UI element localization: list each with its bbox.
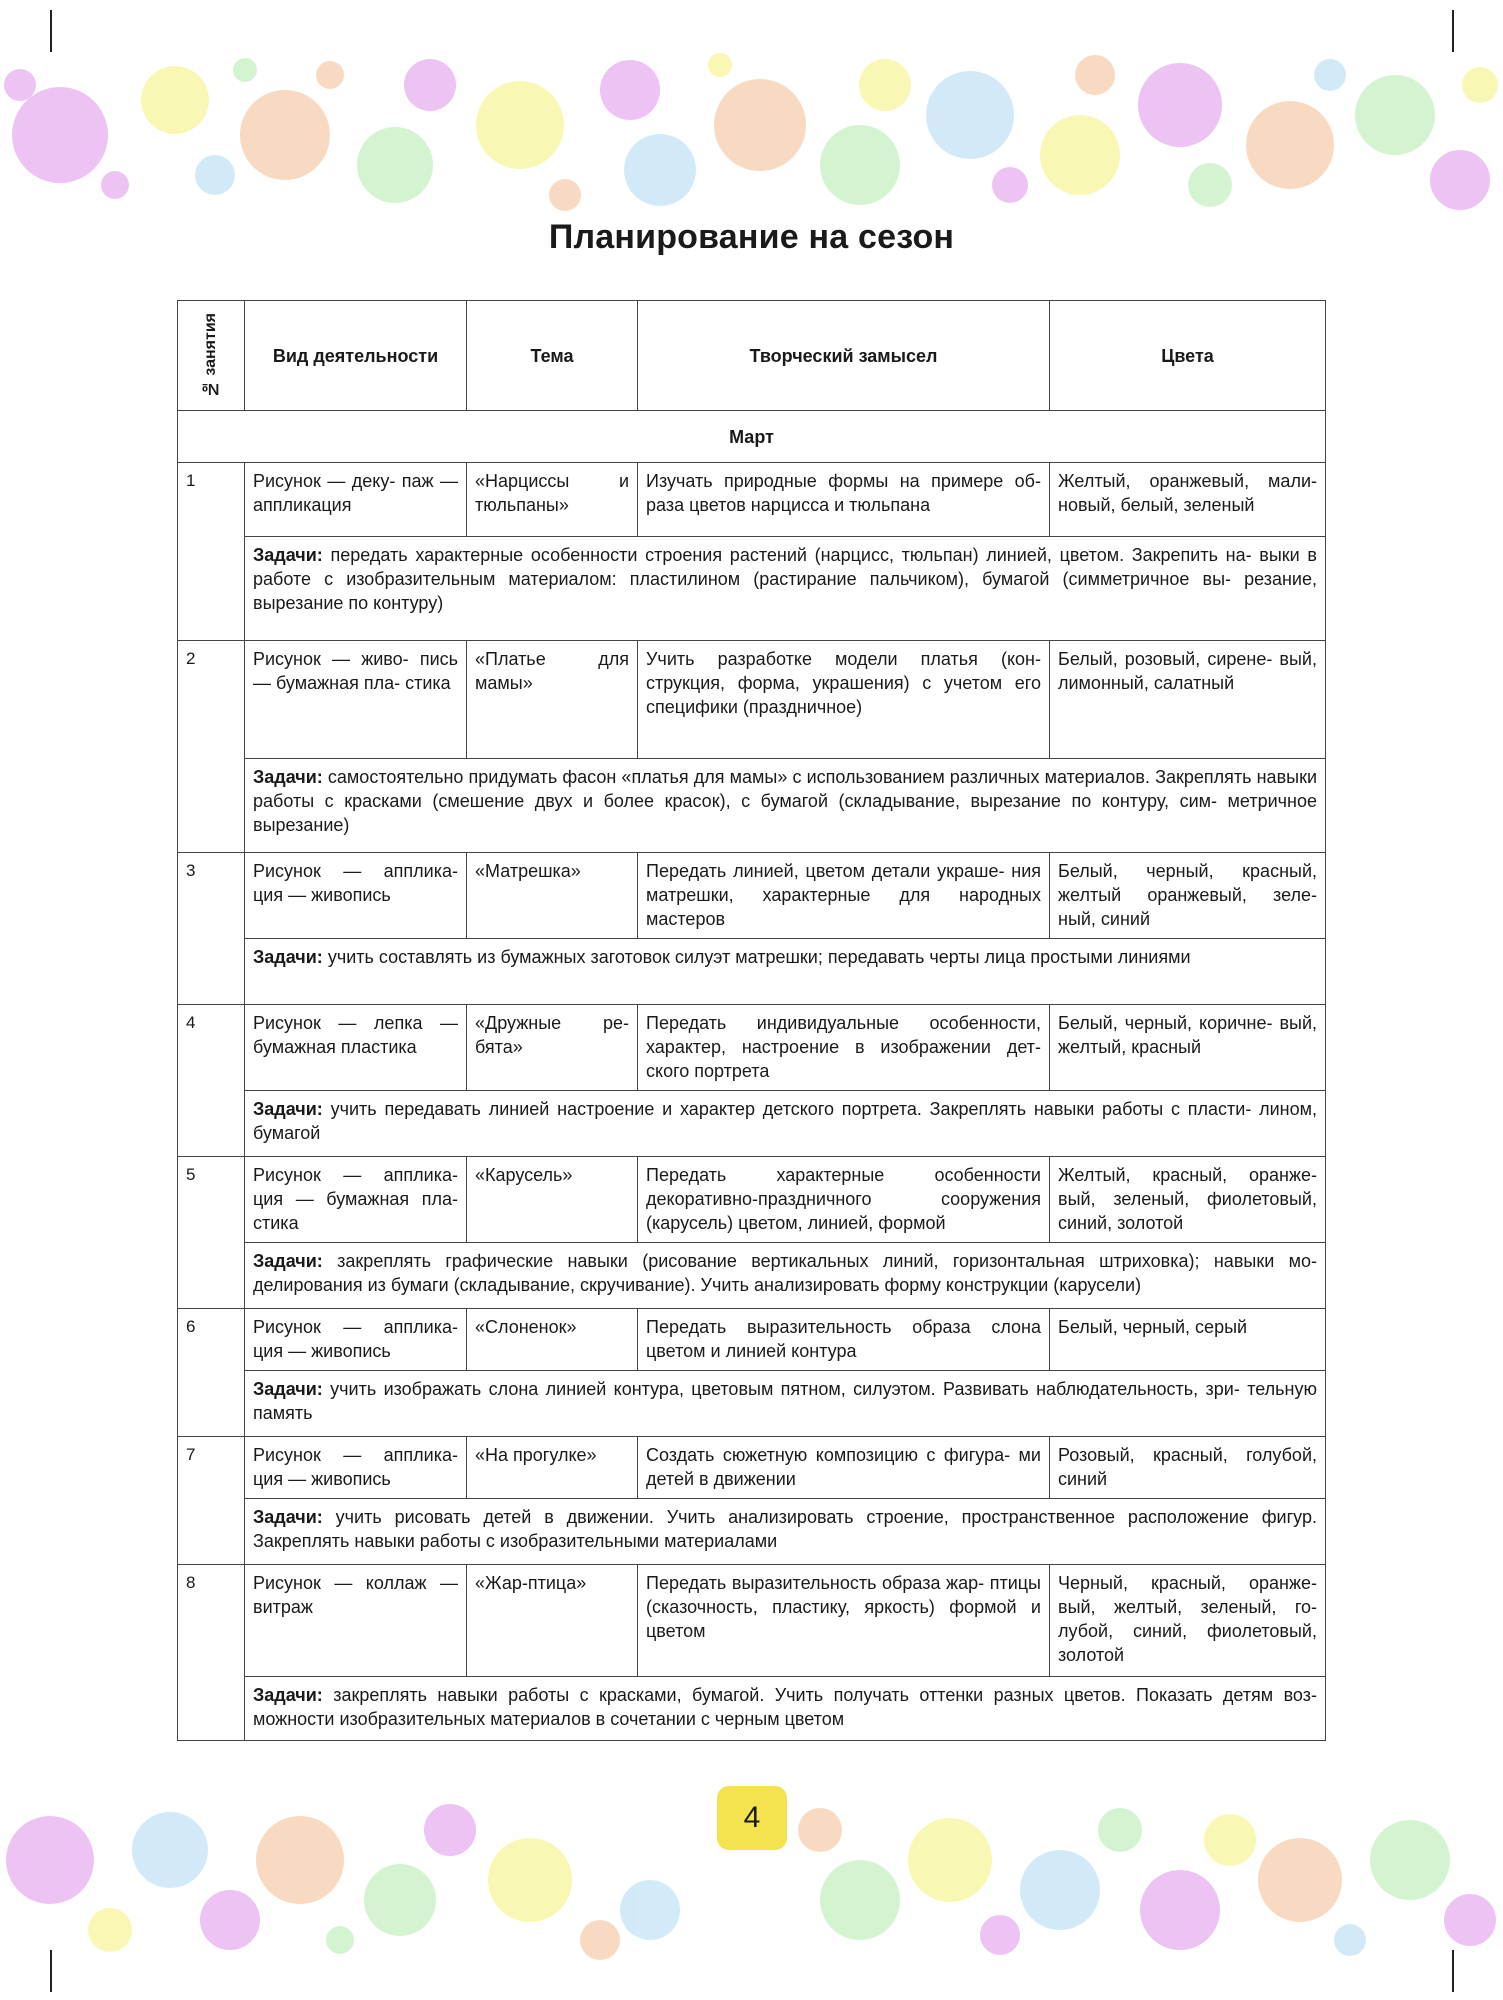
tasks-text: учить составлять из бумажных заготовок силуэт матрешки; передавать черты лица простыми линиями xyxy=(327,947,1191,967)
concept-cell: Учить разработке модели платья (кон- струкция, форма, украшения) с учетом его специфики (праздничное) xyxy=(638,641,1050,759)
lesson-number: 2 xyxy=(178,641,245,853)
tasks-cell xyxy=(245,759,1326,853)
header-concept: Творческий замысел xyxy=(638,301,1050,411)
tasks-cell xyxy=(245,939,1326,1005)
tasks-label: Задачи: xyxy=(253,1099,323,1119)
tasks-row xyxy=(178,1091,1326,1157)
month-label: Март xyxy=(178,411,1326,463)
colors-cell: Белый, черный, красный, желтый оранжевый, зеле- ный, синий xyxy=(1050,853,1326,939)
tasks-text: учить изображать слона линией контура, цветовым пятном, силуэтом. Развивать наблюдательность, зри- тельную память xyxy=(253,1379,1317,1423)
lesson-number: 6 xyxy=(178,1309,245,1437)
colors-cell: Черный, красный, оранже- вый, желтый, зеленый, го- лубой, синий, фиолетовый, золотой xyxy=(1050,1565,1326,1677)
concept-cell: Передать линией, цветом детали украше- ния матрешки, характерные для народных мастеров xyxy=(638,853,1050,939)
tasks-text: учить передавать линией настроение и характер детского портрета. Закреплять навыки работы с пласти- лином, бумагой xyxy=(253,1099,1317,1143)
tasks-row xyxy=(178,1499,1326,1565)
theme-cell: «На прогулке» xyxy=(467,1437,638,1499)
table-row xyxy=(178,641,1326,759)
tasks-row xyxy=(178,1371,1326,1437)
tasks-cell xyxy=(245,1499,1326,1565)
concept-cell: Передать выразительность образа слона цветом и линией контура xyxy=(638,1309,1050,1371)
tasks-text: самостоятельно придумать фасон «платья для мамы» с использованием различных материалов. Закреплять навыки работы с красками (смешение двух и более красок), с бумагой (складывание, вырезание по контуру, сим- метричное вырезание) xyxy=(253,767,1317,835)
top-splash-band xyxy=(0,45,1503,215)
lesson-number: 8 xyxy=(178,1565,245,1741)
tasks-row xyxy=(178,939,1326,1005)
tasks-text: закреплять навыки работы с красками, бумагой. Учить получать оттенки разных цветов. Показать детям воз- можности изобразительных материалов в сочетании с черным цветом xyxy=(253,1685,1317,1729)
tasks-label: Задачи: xyxy=(253,1251,323,1271)
table-header-row xyxy=(178,301,1326,411)
theme-cell: «Слоненок» xyxy=(467,1309,638,1371)
lesson-number: 3 xyxy=(178,853,245,1005)
tasks-cell xyxy=(245,1243,1326,1309)
table-row xyxy=(178,1565,1326,1677)
activity-cell: Рисунок — апплика- ция — бумажная пла- стика xyxy=(245,1157,467,1243)
tasks-text: передать характерные особенности строения растений (нарцисс, тюльпан) линией, цветом. Закрепить на- выки в работе с изобразительным материалом: пластилином (растирание пальчиком), бумагой (симметричное вы- резание, вырезание по контуру) xyxy=(253,545,1317,613)
colors-cell: Белый, черный, серый xyxy=(1050,1309,1326,1371)
lesson-number: 4 xyxy=(178,1005,245,1157)
tasks-cell xyxy=(245,1371,1326,1437)
tasks-row xyxy=(178,537,1326,641)
activity-cell: Рисунок — апплика- ция — живопись xyxy=(245,853,467,939)
lesson-number: 5 xyxy=(178,1157,245,1309)
theme-cell: «Платье для мамы» xyxy=(467,641,638,759)
page-title: Планирование на сезон xyxy=(548,218,955,256)
concept-cell: Создать сюжетную композицию с фигура- ми детей в движении xyxy=(638,1437,1050,1499)
tasks-label: Задачи: xyxy=(253,947,323,967)
colors-cell: Желтый, оранжевый, мали- новый, белый, зеленый xyxy=(1050,463,1326,537)
activity-cell: Рисунок — коллаж — витраж xyxy=(245,1565,467,1677)
header-colors: Цвета xyxy=(1050,301,1326,411)
lesson-number: 7 xyxy=(178,1437,245,1565)
season-plan-table xyxy=(177,300,1326,1741)
tasks-row xyxy=(178,1677,1326,1741)
theme-cell: «Жар-птица» xyxy=(467,1565,638,1677)
header-theme: Тема xyxy=(467,301,638,411)
colors-cell: Белый, черный, коричне- вый, желтый, красный xyxy=(1050,1005,1326,1091)
tasks-text: учить рисовать детей в движении. Учить анализировать строение, пространственное расположение фигур. Закреплять навыки работы с изобразительными материалами xyxy=(253,1507,1317,1551)
theme-cell: «Нарциссы и тюльпаны» xyxy=(467,463,638,537)
table-row xyxy=(178,463,1326,537)
concept-cell: Передать выразительность образа жар- птицы (сказочность, пластику, яркость) формой и цветом xyxy=(638,1565,1050,1677)
page-number: 4 xyxy=(717,1786,787,1850)
theme-cell: «Карусель» xyxy=(467,1157,638,1243)
theme-cell: «Матрешка» xyxy=(467,853,638,939)
tasks-label: Задачи: xyxy=(253,545,323,565)
header-activity: Вид деятельности xyxy=(245,301,467,411)
table-row xyxy=(178,1309,1326,1371)
tasks-label: Задачи: xyxy=(253,767,323,787)
tasks-label: Задачи: xyxy=(253,1507,323,1527)
concept-cell: Передать индивидуальные особенности, характер, настроение в изображении дет- ского портрета xyxy=(638,1005,1050,1091)
activity-cell: Рисунок — живо- пись — бумажная пла- стика xyxy=(245,641,467,759)
tasks-cell xyxy=(245,1677,1326,1741)
table-row xyxy=(178,1005,1326,1091)
table-row xyxy=(178,1437,1326,1499)
activity-cell: Рисунок — лепка — бумажная пластика xyxy=(245,1005,467,1091)
tasks-text: закреплять графические навыки (рисование вертикальных линий, горизонтальная штриховка); навыки мо- делирования из бумаги (складывание, скручивание). Учить анализировать форму конструкции (карусели) xyxy=(253,1251,1317,1295)
tasks-row xyxy=(178,1243,1326,1309)
colors-cell: Белый, розовый, сирене- вый, лимонный, салатный xyxy=(1050,641,1326,759)
activity-cell: Рисунок — апплика- ция — живопись xyxy=(245,1309,467,1371)
tasks-cell xyxy=(245,1091,1326,1157)
tasks-row xyxy=(178,759,1326,853)
tasks-label: Задачи: xyxy=(253,1685,323,1705)
activity-cell: Рисунок — апплика- ция — живопись xyxy=(245,1437,467,1499)
lesson-number: 1 xyxy=(178,463,245,641)
tasks-label: Задачи: xyxy=(253,1379,323,1399)
concept-cell: Передать характерные особенности декоративно-праздничного сооружения (карусель) цветом, линией, формой xyxy=(638,1157,1050,1243)
colors-cell: Розовый, красный, голубой, синий xyxy=(1050,1437,1326,1499)
table-row xyxy=(178,1157,1326,1243)
tasks-cell xyxy=(245,537,1326,641)
theme-cell: «Дружные ре- бята» xyxy=(467,1005,638,1091)
header-number: № занятия xyxy=(178,301,245,411)
activity-cell: Рисунок — деку- паж — аппликация xyxy=(245,463,467,537)
splash-decoration xyxy=(0,45,1503,215)
table-row xyxy=(178,853,1326,939)
concept-cell: Изучать природные формы на примере об- раза цветов нарцисса и тюльпана xyxy=(638,463,1050,537)
month-row xyxy=(178,411,1326,463)
colors-cell: Желтый, красный, оранже- вый, зеленый, фиолетовый, синий, золотой xyxy=(1050,1157,1326,1243)
